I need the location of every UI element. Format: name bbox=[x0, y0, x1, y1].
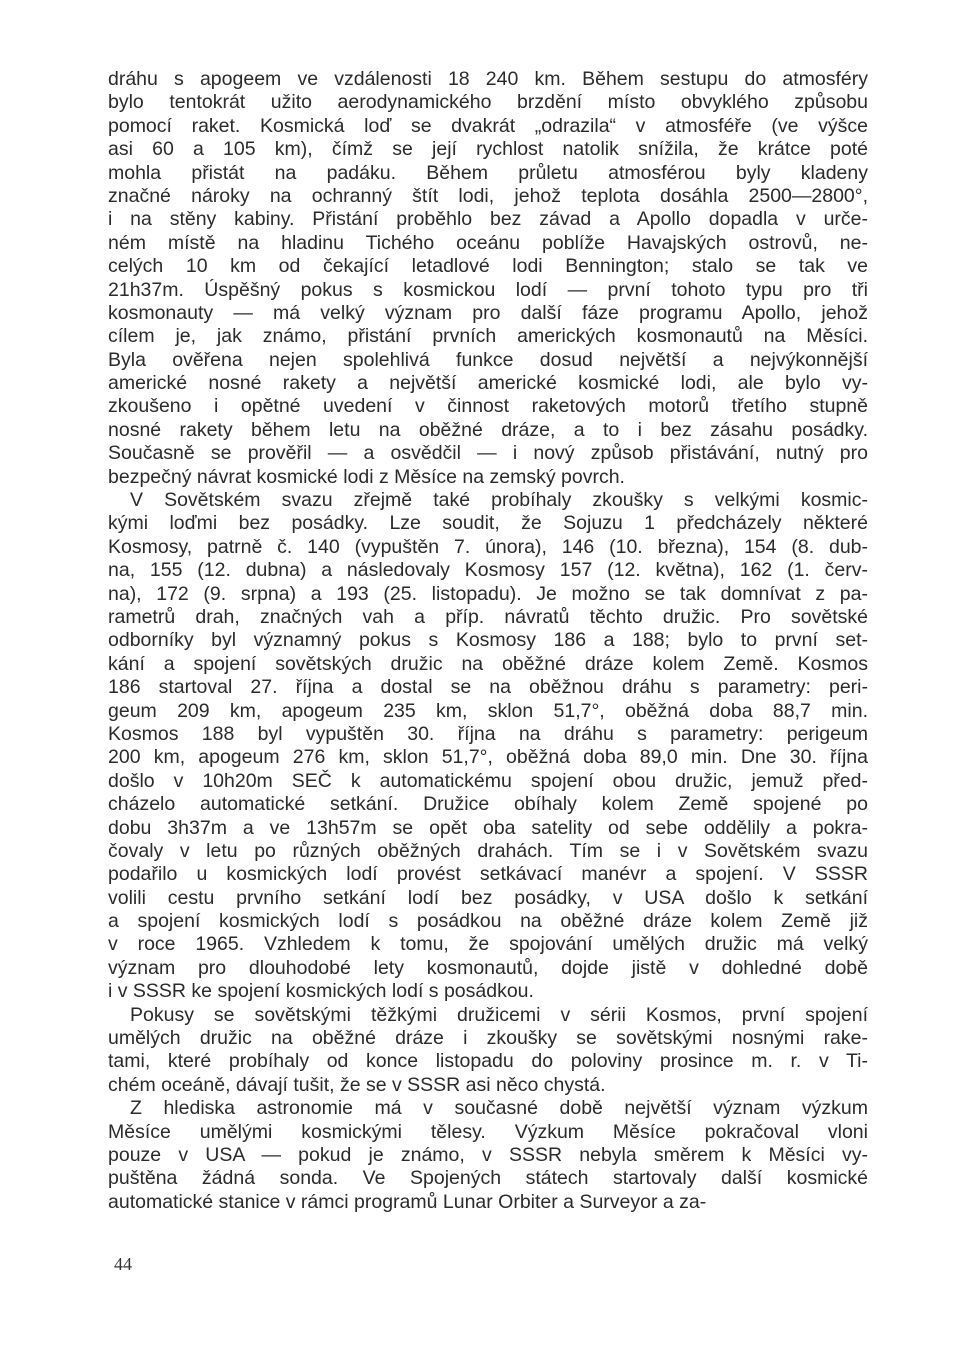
text-line: značné nároky na ochranný štít lodi, jehož teplota dosáhla 2500—2800°, bbox=[108, 184, 868, 207]
text-line: čovaly v letu po různých oběžných drahách. Tím se i v Sovětském svazu bbox=[108, 839, 868, 862]
text-line: 21h37m. Úspěšný pokus s kosmickou lodí — první tohoto typu pro tři bbox=[108, 278, 868, 301]
text-line: Současně se prověřil — a osvědčil — i nový způsob přistávání, nutný pro bbox=[108, 442, 868, 465]
text-line: V Sovětském svazu zřejmě také probíhaly zkoušky s velkými kosmic- bbox=[130, 489, 868, 512]
text-line: chém oceáně, dávají tušit, že se v SSSR asi něco chystá. bbox=[108, 1073, 606, 1096]
body-text bbox=[108, 68, 868, 1214]
text-line: podařilo u kosmických lodí provést setkávací manévr a spojení. V SSSR bbox=[108, 863, 868, 886]
text-line: nosné rakety během letu na oběžné dráze, a to i bez zásahu posádky. bbox=[108, 418, 868, 441]
text-line: celých 10 km od čekající letadlové lodi Bennington; stalo se tak ve bbox=[108, 255, 868, 278]
text-line: na, 155 (12. dubna) a následovaly Kosmosy 157 (12. května), 162 (1. červ- bbox=[108, 559, 868, 582]
text-line: Byla ověřena nejen spolehlivá funkce dosud největší a nejvýkonnější bbox=[108, 348, 868, 371]
text-line: i v SSSR ke spojení kosmických lodí s posádkou. bbox=[108, 980, 534, 1003]
text-line: pouze v USA — pokud je známo, v SSSR nebyla směrem k Měsíci vy- bbox=[108, 1143, 868, 1166]
text-line: 200 km, apogeum 276 km, sklon 51,7°, oběžná doba 89,0 min. Dne 30. října bbox=[108, 746, 868, 769]
text-line: rametrů drah, značných vah a příp. návratů těchto družic. Pro sovětské bbox=[108, 605, 868, 628]
text-line: ném místě na hladinu Tichého oceánu poblíže Havajských ostrovů, ne- bbox=[108, 231, 868, 254]
text-line: 186 startoval 27. října a dostal se na oběžnou dráhu s parametry: peri- bbox=[108, 676, 868, 699]
text-line: cílem je, jak známo, přistání prvních amerických kosmonautů na Měsíci. bbox=[108, 325, 868, 348]
text-line: kosmonauty — má velký význam pro další fáze programu Apollo, jehož bbox=[108, 301, 868, 324]
text-line: i na stěny kabiny. Přistání proběhlo bez závad a Apollo dopadla v urče- bbox=[108, 208, 868, 231]
text-line: Pokusy se sovětskými těžkými družicemi v sérii Kosmos, první spojení bbox=[130, 1003, 868, 1026]
text-line: došlo v 10h20m SEČ k automatickému spojení obou družic, jemuž před- bbox=[108, 769, 868, 792]
text-line: dobu 3h37m a ve 13h57m se opět oba satelity od sebe oddělily a pokra- bbox=[108, 816, 868, 839]
text-line: dráhu s apogeem ve vzdálenosti 18 240 km. Během sestupu do atmosféry bbox=[108, 68, 868, 90]
text-line: tami, které probíhaly od konce listopadu do poloviny prosince m. r. v Ti- bbox=[108, 1050, 868, 1073]
text-line: Kosmos 188 byl vypuštěn 30. října na dráhu s parametry: perigeum bbox=[108, 722, 868, 745]
paragraph bbox=[108, 68, 868, 489]
text-line: Měsíce umělými kosmickými tělesy. Výzkum Měsíce pokračoval vlonі bbox=[108, 1120, 868, 1143]
paragraph bbox=[108, 489, 868, 1004]
text-line: geum 209 km, apogeum 235 km, sklon 51,7°, oběžná doba 88,7 min. bbox=[108, 699, 868, 722]
text-line: americké nosné rakety a největší americké kosmické lodi, ale bylo vy- bbox=[108, 372, 868, 395]
text-line: umělých družic na oběžné dráze i zkoušky se sovětskými nosnými rake- bbox=[108, 1027, 868, 1050]
text-line: asi 60 a 105 km), čímž se její rychlost natolik snížila, že krátce poté bbox=[108, 138, 868, 161]
text-line: kání a spojení sovětských družic na oběžné dráze kolem Země. Kosmos bbox=[108, 652, 868, 675]
text-line: puštěna žádná sonda. Ve Spojených státech startovaly další kosmické bbox=[108, 1167, 868, 1190]
text-line: pomocí raket. Kosmická loď se dvakrát „odrazila“ v atmosféře (ve výšce bbox=[108, 114, 868, 137]
text-line: automatické stanice v rámci programů Lunar Orbiter a Surveyor a za- bbox=[108, 1190, 707, 1213]
text-line: Z hlediska astronomie má v současné době největší význam výzkum bbox=[130, 1097, 868, 1120]
paragraph bbox=[108, 1097, 868, 1214]
text-line: cházelo automatické setkání. Družice obíhaly kolem Země spojené po bbox=[108, 793, 868, 816]
text-line: kými loďmi bez posádky. Lze soudit, že Sojuzu 1 předcházely některé bbox=[108, 512, 868, 535]
text-line: bezpečný návrat kosmické lodi z Měsíce na zemský povrch. bbox=[108, 465, 625, 488]
text-line: zkoušeno i opětné uvedení v činnost raketových motorů třetího stupně bbox=[108, 395, 868, 418]
text-line: v roce 1965. Vzhledem k tomu, že spojování umělých družic má velký bbox=[108, 933, 868, 956]
text-line: odborníky byl významný pokus s Kosmosy 186 a 188; bylo to první set- bbox=[108, 629, 868, 652]
text-line: bylo tentokrát užito aerodynamického brzdění místo obvyklého způsobu bbox=[108, 91, 868, 114]
text-line: mohla přistát na padáku. Během průletu atmosférou byly kladeny bbox=[108, 161, 868, 184]
text-line: Kosmosy, patrně č. 140 (vypuštěn 7. února), 146 (10. března), 154 (8. dub- bbox=[108, 535, 868, 558]
text-line: volili cestu prvního setkání lodí bez posádky, v USA došlo k setkání bbox=[108, 886, 868, 909]
text-line: na), 172 (9. srpna) a 193 (25. listopadu). Je možno se tak domnívat z pa- bbox=[108, 582, 868, 605]
text-line: význam pro dlouhodobé lety kosmonautů, dojde jistě v dohledné době bbox=[108, 956, 868, 979]
paragraph bbox=[108, 1004, 868, 1098]
page-number: 44 bbox=[114, 1254, 132, 1274]
text-line: a spojení kosmických lodí s posádkou na oběžné dráze kolem Země již bbox=[108, 910, 868, 933]
